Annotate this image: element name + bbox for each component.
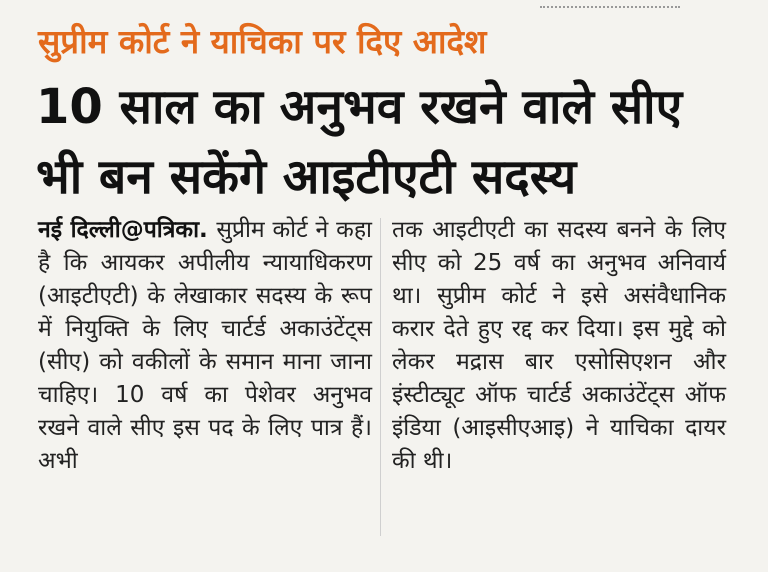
column-divider [380,218,381,536]
dateline: नई दिल्ली@पत्रिका. [38,217,217,243]
kicker-heading: सुप्रीम कोर्ट ने याचिका पर दिए आदेश [38,22,487,61]
body-column-right [392,214,726,478]
body-column-left [38,214,372,478]
top-edge-dots [540,0,680,8]
body-text-left: सुप्रीम कोर्ट ने कहा है कि आयकर अपीलीय न्यायाधिकरण (आइटीएटी) के लेखाकार सदस्य के रूप में नियुक्ति के लिए चार्टर्ड अकाउंटेंट्स (सीए) को वकीलों के समान माना जाना चाहिए। 10 वर्ष का पेशेवर अनुभव रखने वाले सीए इस पद के लिए पात्र हैं। अभी [38,217,372,474]
headline-line-1: 10 साल का अनुभव रखने वाले सीए [36,79,683,135]
body-text-right: तक आइटीएटी का सदस्य बनने के लिए सीए को 25 वर्ष का अनुभव अनिवार्य था। सुप्रीम कोर्ट ने इसे असंवैधानिक करार देते हुए रद्द कर दिया। इस मुद्दे को लेकर मद्रास बार एसोसिएशन और इंस्टीट्यूट ऑफ चार्टर्ड अकाउंटेंट्स ऑफ इंडिया (आइसीएआइ) ने याचिका दायर की थी। [392,217,726,474]
headline [36,72,756,212]
headline-line-2: भी बन सकेंगे आइटीएटी सदस्य [36,149,577,205]
